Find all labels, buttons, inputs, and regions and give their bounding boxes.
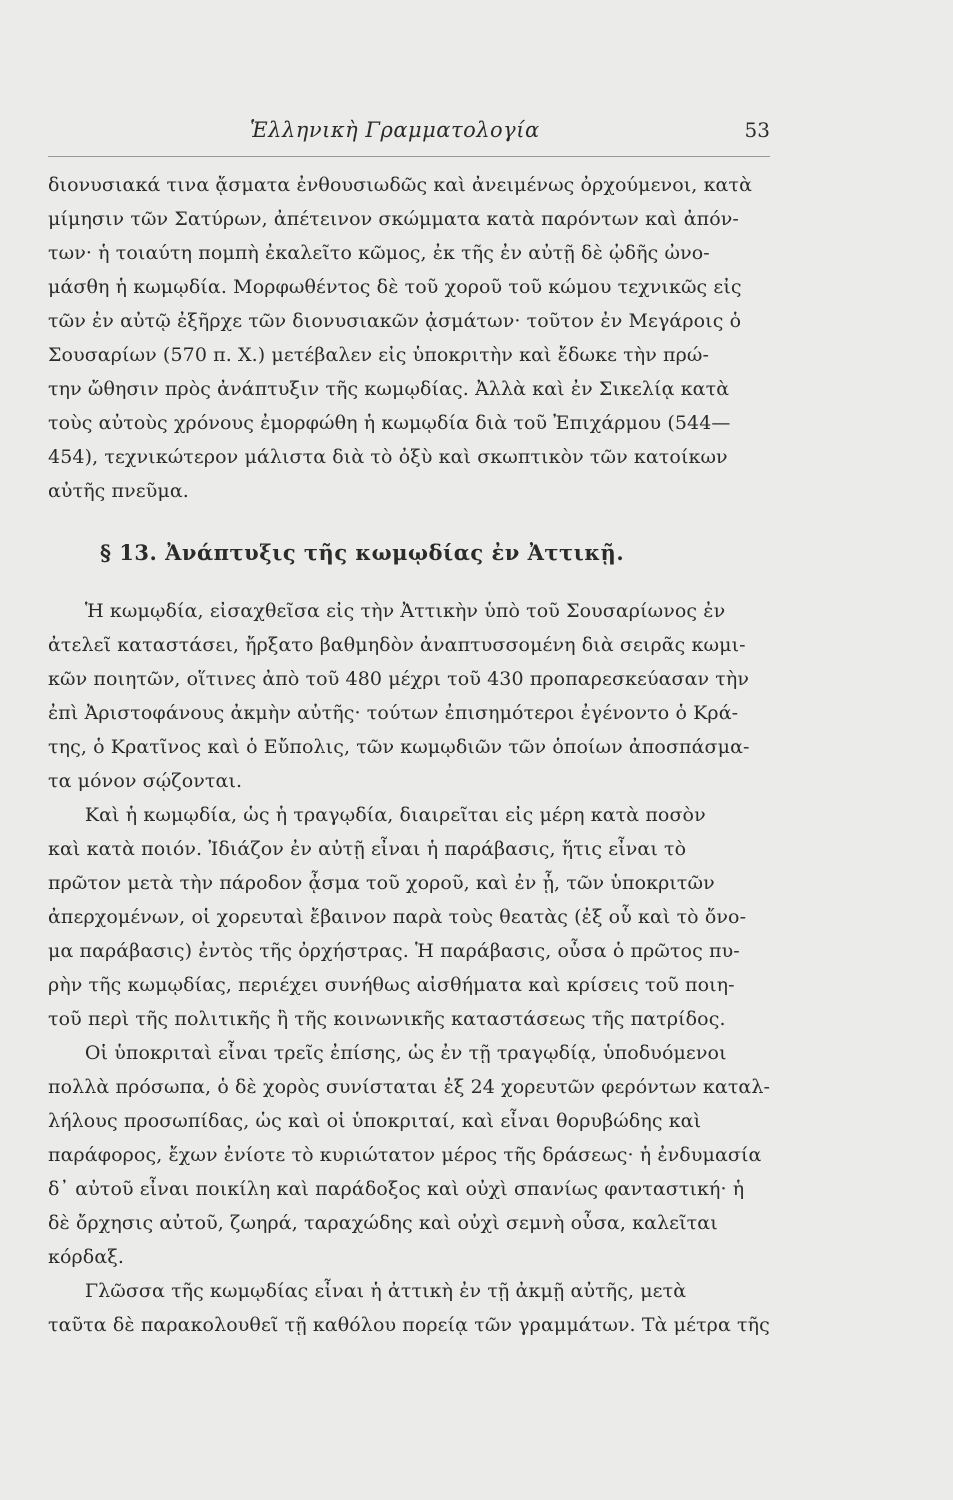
- text-line: Καὶ ἡ κωμῳδία, ὡς ἡ τραγῳδία, διαιρεῖται εἰς μέρη κατὰ ποσὸν: [48, 804, 706, 826]
- text-line: ἀτελεῖ καταστάσει, ἤρξατο βαθμηδὸν ἀναπτυσσομένη διὰ σειρᾶς κωμι-: [48, 634, 746, 656]
- text-line: την ὤθησιν πρὸς ἀνάπτυξιν τῆς κωμῳδίας. Ἀλλὰ καὶ ἐν Σικελίᾳ κατὰ: [48, 378, 730, 400]
- text-line: των· ἡ τοιαύτη πομπὴ ἐκαλεῖτο κῶμος, ἐκ τῆς ἐν αὐτῇ δὲ ᾠδῆς ὠνο-: [48, 242, 710, 264]
- text-line: κῶν ποιητῶν, οἵτινες ἀπὸ τοῦ 480 μέχρι τοῦ 430 προπαρεσκεύασαν τὴν: [48, 668, 750, 690]
- text-line: λήλους προσωπίδας, ὡς καὶ οἱ ὑποκριταί, καὶ εἶναι θορυβώδης καὶ: [48, 1110, 702, 1132]
- text-line: διονυσιακά τινα ᾄσματα ἐνθουσιωδῶς καὶ ἀνειμένως ὀρχούμενοι, κατὰ: [48, 174, 753, 196]
- text-line: ταῦτα δὲ παρακολουθεῖ τῇ καθόλου πορείᾳ τῶν γραμμάτων. Τὰ μέτρα τῆς: [48, 1314, 770, 1336]
- text-line: καὶ κατὰ ποιόν. Ἰδιάζον ἐν αὐτῇ εἶναι ἡ παράβασις, ἥτις εἶναι τὸ: [48, 838, 687, 860]
- running-title: Ἑλληνικὴ Γραμματολογία: [250, 118, 540, 142]
- text-line: κόρδαξ.: [48, 1246, 124, 1268]
- text-line: μίμησιν τῶν Σατύρων, ἀπέτεινον σκώμματα κατὰ παρόντων καὶ ἀπόν-: [48, 208, 739, 230]
- text-line: ρὴν τῆς κωμῳδίας, περιέχει συνήθως αἰσθήματα καὶ κρίσεις τοῦ ποιη-: [48, 974, 735, 996]
- section-heading: § 13. Ἀνάπτυξις τῆς κωμῳδίας ἐν Ἀττικῇ.: [100, 540, 625, 565]
- header-rule: [48, 156, 770, 157]
- text-line: Ἡ κωμῳδία, εἰσαχθεῖσα εἰς τὴν Ἀττικὴν ὑπὸ τοῦ Σουσαρίωνος ἐν: [48, 600, 726, 622]
- text-line: Γλῶσσα τῆς κωμῳδίας εἶναι ἡ ἀττικὴ ἐν τῇ ἀκμῇ αὐτῆς, μετὰ: [48, 1280, 687, 1302]
- text-line: αὐτῆς πνεῦμα.: [48, 480, 189, 502]
- text-line: μα παράβασις) ἐντὸς τῆς ὀρχήστρας. Ἡ παράβασις, οὖσα ὁ πρῶτος πυ-: [48, 940, 740, 962]
- text-line: δ᾽ αὐτοῦ εἶναι ποικίλη καὶ παράδοξος καὶ οὐχὶ σπανίως φανταστική· ἡ: [48, 1178, 745, 1200]
- text-line: ἀπερχομένων, οἱ χορευταὶ ἔβαινον παρὰ τοὺς θεατὰς (ἐξ οὗ καὶ τὸ ὄνο-: [48, 906, 747, 928]
- text-line: τοὺς αὐτοὺς χρόνους ἐμορφώθη ἡ κωμῳδία διὰ τοῦ Ἐπιχάρμου (544—: [48, 412, 731, 434]
- text-line: Οἱ ὑποκριταὶ εἶναι τρεῖς ἐπίσης, ὡς ἐν τῇ τραγῳδίᾳ, ὑποδυόμενοι: [48, 1042, 727, 1064]
- paragraph-1: [48, 168, 770, 508]
- text-line: τοῦ περὶ τῆς πολιτικῆς ἢ τῆς κοινωνικῆς καταστάσεως τῆς πατρίδος.: [48, 1008, 726, 1030]
- text-line: Σουσαρίων (570 π. Χ.) μετέβαλεν εἰς ὑποκριτὴν καὶ ἔδωκε τὴν πρώ-: [48, 344, 710, 366]
- text-line: μάσθη ἡ κωμῳδία. Μορφωθέντος δὲ τοῦ χοροῦ τοῦ κώμου τεχνικῶς εἰς: [48, 276, 742, 298]
- paragraph-2: [48, 594, 770, 1342]
- text-line: πολλὰ πρόσωπα, ὁ δὲ χορὸς συνίσταται ἐξ 24 χορευτῶν φερόντων καταλ-: [48, 1076, 770, 1098]
- text-line: ἐπὶ Ἀριστοφάνους ἀκμὴν αὐτῆς· τούτων ἐπισημότεροι ἐγένοντο ὁ Κρά-: [48, 702, 739, 724]
- page-number: 53: [744, 118, 770, 142]
- text-line: της, ὁ Κρατῖνος καὶ ὁ Εὔπολις, τῶν κωμῳδιῶν τῶν ὁποίων ἀποσπάσμα-: [48, 736, 750, 758]
- text-line: τα μόνον σῴζονται.: [48, 770, 243, 792]
- text-line: δὲ ὄρχησις αὐτοῦ, ζωηρά, ταραχώδης καὶ οὐχὶ σεμνὴ οὖσα, καλεῖται: [48, 1212, 718, 1234]
- text-line: παράφορος, ἔχων ἐνίοτε τὸ κυριώτατον μέρος τῆς δράσεως· ἡ ἐνδυμασία: [48, 1144, 762, 1166]
- page-header: [50, 118, 770, 158]
- text-line: πρῶτον μετὰ τὴν πάροδον ᾆσμα τοῦ χοροῦ, καὶ ἐν ᾗ, τῶν ὑποκριτῶν: [48, 872, 715, 894]
- text-line: 454), τεχνικώτερον μάλιστα διὰ τὸ ὀξὺ καὶ σκωπτικὸν τῶν κατοίκων: [48, 446, 728, 468]
- text-line: τῶν ἐν αὐτῷ ἐξῆρχε τῶν διονυσιακῶν ᾀσμάτων· τοῦτον ἐν Μεγάροις ὁ: [48, 310, 742, 332]
